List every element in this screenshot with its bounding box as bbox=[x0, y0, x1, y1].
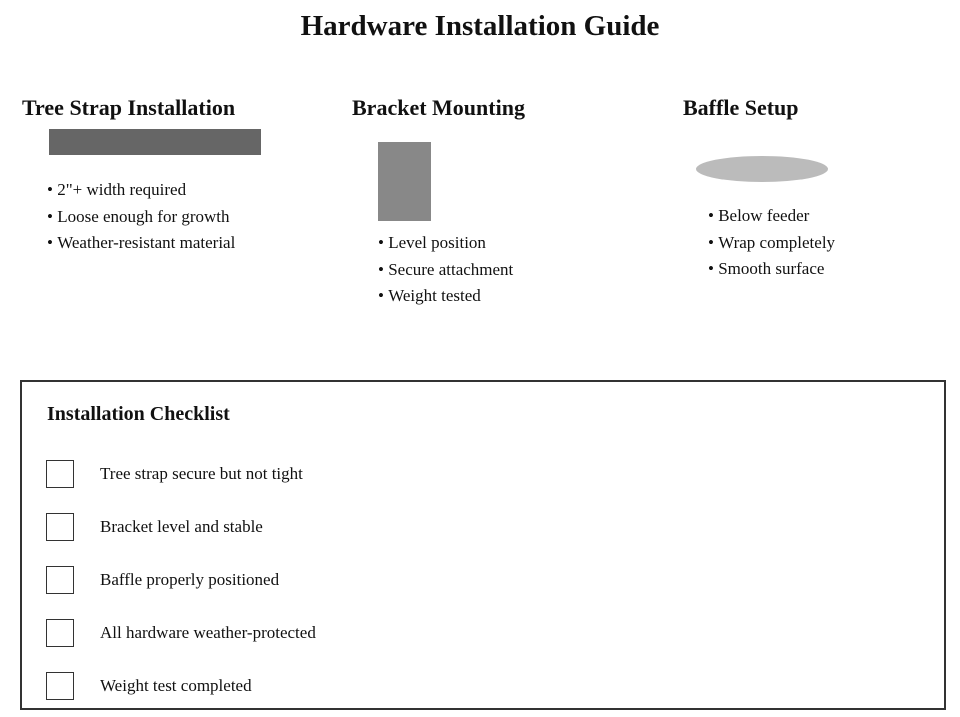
section-baffle-setup bbox=[683, 94, 836, 278]
bullet-item: • Weight tested bbox=[378, 283, 513, 310]
bullet-item: • Loose enough for growth bbox=[47, 204, 235, 231]
checkbox[interactable] bbox=[46, 566, 74, 594]
checkbox[interactable] bbox=[46, 672, 74, 700]
checklist-item bbox=[46, 619, 746, 647]
installation-checklist bbox=[20, 380, 946, 710]
page-title: Hardware Installation Guide bbox=[300, 10, 660, 42]
checklist-item bbox=[46, 460, 746, 488]
bracket-illustration bbox=[378, 142, 431, 221]
bullet-item: • Secure attachment bbox=[378, 257, 513, 284]
checklist-item bbox=[46, 672, 746, 700]
baffle-illustration bbox=[696, 156, 828, 182]
section-tree-strap bbox=[22, 94, 236, 252]
section-title-baffle: Baffle Setup bbox=[683, 95, 799, 120]
checkbox[interactable] bbox=[46, 513, 74, 541]
checklist-title: Installation Checklist bbox=[47, 403, 230, 425]
bullet-item: • 2"+ width required bbox=[47, 177, 235, 204]
checklist-item-label: Baffle properly positioned bbox=[100, 570, 280, 589]
bracket-bullets bbox=[378, 230, 513, 310]
tree-strap-illustration bbox=[49, 129, 261, 155]
bullet-item: • Wrap completely bbox=[708, 230, 835, 257]
checkbox[interactable] bbox=[46, 460, 74, 488]
bullet-item: • Below feeder bbox=[708, 203, 835, 230]
bullet-item: • Level position bbox=[378, 230, 513, 257]
baffle-bullets bbox=[708, 203, 835, 283]
section-title-bracket: Bracket Mounting bbox=[352, 95, 525, 120]
checklist-item-label: Weight test completed bbox=[100, 676, 252, 695]
checklist-item-label: All hardware weather-protected bbox=[100, 623, 316, 642]
checklist-item-label: Bracket level and stable bbox=[100, 517, 263, 536]
section-title-tree-strap: Tree Strap Installation bbox=[22, 95, 236, 120]
bullet-item: • Weather-resistant material bbox=[47, 230, 235, 257]
tree-strap-bullets bbox=[47, 177, 235, 257]
checklist-item bbox=[46, 566, 746, 594]
section-bracket-mounting bbox=[352, 94, 525, 305]
checklist-item-label: Tree strap secure but not tight bbox=[100, 464, 303, 483]
checklist-item bbox=[46, 513, 746, 541]
checkbox[interactable] bbox=[46, 619, 74, 647]
bullet-item: • Smooth surface bbox=[708, 256, 835, 283]
